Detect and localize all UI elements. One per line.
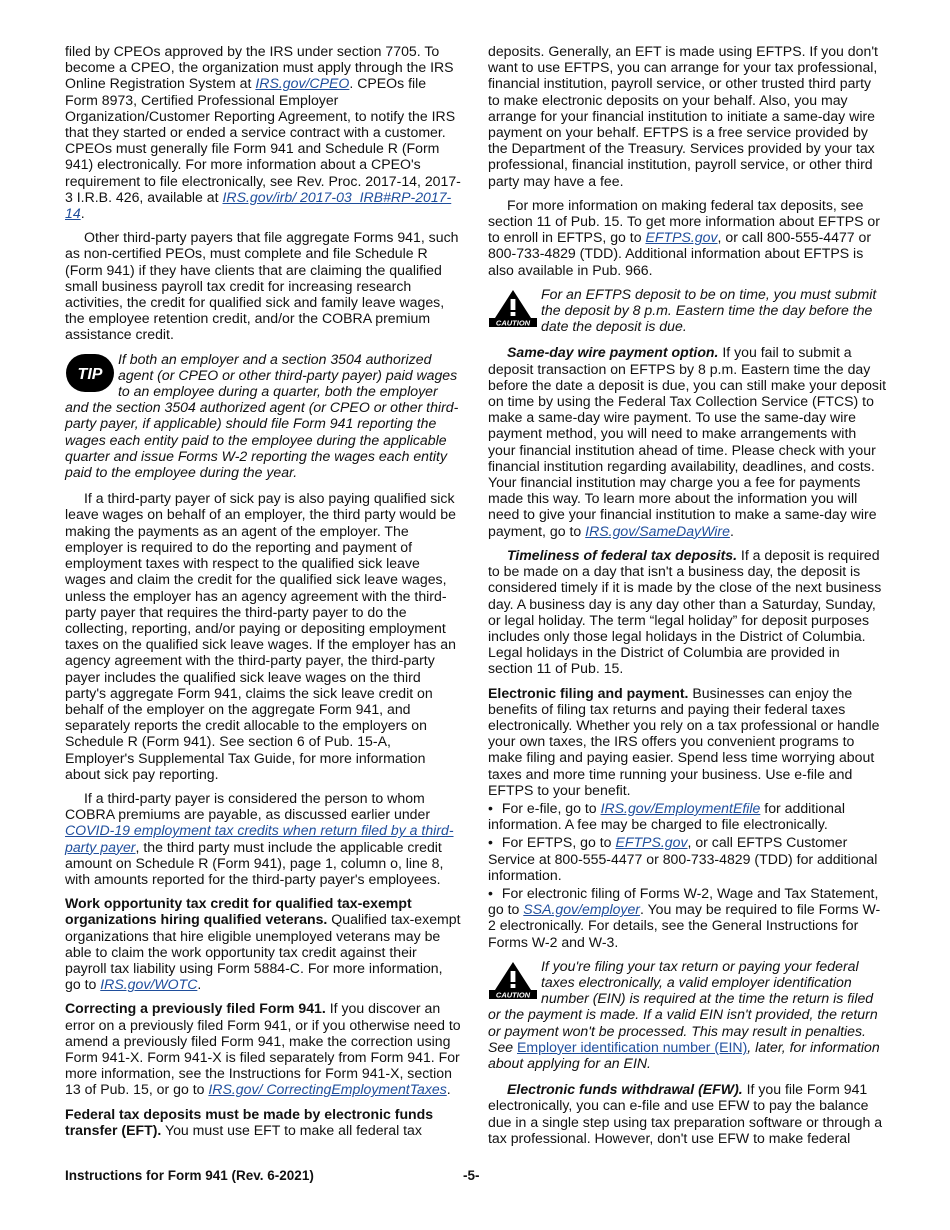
right-column (488, 43, 886, 1154)
caution-badge-label: CAUTION (495, 990, 531, 1000)
paragraph-electronic-filing: Electronic filing and payment. Businesses can enjoy the benefits of filing tax returns and paying their federal taxes electronically. Whether you rely on a tax professional or handle your own taxes, the IRS offers you convenient programs to make filing and paying easier. Spend less time worrying about taxes and more time running your business. Use e-file and EFTPS to your benefit. (488, 684, 880, 798)
bullet-w2: • For electronic filing of Forms W-2, Wage and Tax Statement, go to SSA.gov/employer. You may be required to file Forms W-2 electronically. For details, see the General Instructions for Forms W-2 and W-3. (488, 885, 886, 950)
link-same-day-wire[interactable]: IRS.gov/SameDayWire (585, 522, 730, 539)
footer-title: Instructions for Form 941 (Rev. 6-2021) (65, 1168, 314, 1183)
paragraph-cobra: If a third-party payer is considered the person to whom COBRA premiums are payable, as discussed earlier under COVID-19 employment tax credits when return filed by a third-party payer, the third party must include the applicable credit amount on Schedule R (Form 941), page 1, column o, line 8, with amounts reported for the third-party payer's employees. (65, 789, 454, 887)
left-column (65, 43, 461, 1146)
link-irs-cpeo[interactable]: IRS.gov/CPEO (255, 75, 350, 92)
paragraph-efw: Electronic funds withdrawal (EFW). If you file Form 941 electronically, you can e-file and use EFW to pay the balance due in a single step using tax preparation software or through a tax professional. However, don't use EFW to make federal (488, 1081, 883, 1146)
paragraph-wotc: Work opportunity tax credit for qualified tax-exempt organizations hiring qualified veterans. Qualified tax-exempt organizations that hire eligible unemployed veterans may be able to claim the work opportunity tax credit against their payroll tax liability using Form 5884-C. For more information, go to IRS.gov/WOTC. (65, 895, 461, 993)
heading-timeliness: Timeliness of federal tax deposits. (507, 546, 738, 563)
paragraph-timeliness: Timeliness of federal tax deposits. If a deposit is required to be made on a day that isn't a business day, the deposit is considered timely if it is made by the close of the next business day. A business day is any day other than a Saturday, Sunday, or legal holiday. The term “legal holiday” for deposit purposes includes only those legal holidays in the District of Columbia. Legal holidays in the District of Columbia are provided in section 11 of Pub. 15. (488, 546, 882, 677)
heading-electronic-filing: Electronic filing and payment. (488, 684, 689, 701)
link-ein[interactable]: Employer identification number (EIN) (517, 1038, 748, 1055)
link-covid-credits[interactable]: COVID-19 employment tax credits when return filed by a third-party payer (65, 822, 454, 855)
caution-icon (488, 960, 538, 1000)
caution-note-eftps (488, 286, 886, 335)
paragraph-cpeo: filed by CPEOs approved by the IRS under section 7705. To become a CPEO, the organization must apply through the IRS Online Registration System at IRS.gov/CPEO. CPEOs file Form 8973, Certified Professional Employer Organization/Customer Reporting Agreement, to notify the IRS that they started or ended a service contract with a customer. CPEOs must generally file Form 941 and Schedule R (Form 941) electronically. For more information about a CPEO's requirement to file electronically, see Rev. Proc. 2017-14, 2017-3 I.R.B. 426, available at IRS.gov/irb/ 2017-03_IRB#RP-2017-14. (65, 43, 461, 222)
link-irs-wotc[interactable]: IRS.gov/WOTC (100, 976, 198, 993)
caution-note-ein: CAUTION If you're filing your tax return or paying your federal taxes electronically, a valid employer identification number (EIN) is required at the time the return is filed or the payment is made. If a valid EIN isn't provided, the return or payment won't be processed. This may result in penalties. See Employer identification number (EIN), later, for information about applying for an EIN. (488, 957, 880, 1071)
caution-icon (488, 288, 538, 328)
bullet-eftps: • For EFTPS, go to EFTPS.gov, or call EFTPS Customer Service at 800-555-4477 or 800-733-4829 (TDD) for additional information. (488, 834, 886, 883)
paragraph-same-day-wire: Same-day wire payment option. If you fail to submit a deposit transaction on EFTPS by 8 p.m. Eastern time the day before the date a deposit is due, you can still make your deposit on time by using the Federal Tax Collection Service (FTCS) to make a same-day wire payment. To use the same-day wire payment method, you will need to make arrangements with your financial institution ahead of time. Please check with your financial institution regarding availability, deadlines, and costs. Your financial institution may charge you a fee for payments made this way. To learn more about the information you will need to give your financial institution to make a same-day wire payment, go to IRS.gov/SameDayWire. (488, 344, 886, 539)
heading-eft: Federal tax deposits must be made by electronic funds transfer (EFT). (65, 1105, 434, 1138)
tip-text: If both an employer and a section 3504 authorized agent (or CPEO or other third-party payer) paid wages to an employee during a quarter, both the employer and the section 3504 authorized agent (or CPEO or other third-party payer, if applicable) should file Form 941 reporting the wages each entity paid to the employee during the applicable quarter and issue Forms W-2 reporting the wages each entity paid to the employee during the year. (65, 350, 459, 481)
link-eftps[interactable]: EFTPS.gov (645, 229, 718, 246)
tip-icon (65, 353, 115, 393)
bullet-efile: • For e-file, go to IRS.gov/EmploymentEfile for additional information. A fee may be charged to file electronically. (488, 800, 886, 832)
heading-efw: Electronic funds withdrawal (EFW). (507, 1081, 743, 1098)
heading-wotc: Work opportunity tax credit for qualified tax-exempt organizations hiring qualified veterans. (65, 895, 412, 928)
heading-correcting: Correcting a previously filed Form 941. (65, 1000, 326, 1017)
paragraph-eft: Federal tax deposits must be made by electronic funds transfer (EFT). You must use EFT to make all federal tax (65, 1105, 434, 1138)
caution-badge-label: CAUTION (495, 318, 531, 328)
link-irs-irb[interactable]: IRS.gov/irb/ 2017-03_IRB#RP-2017-14 (65, 188, 452, 222)
paragraph-eftps-deposits: deposits. Generally, an EFT is made using EFTPS. If you don't want to use EFTPS, you can arrange for your tax professional, financial institution, payroll service, or other trusted third party to make electronic deposits on your behalf. Also, you may arrange for your financial institution to initiate a same-day wire payment on your behalf. EFTPS is a free service provided by the Department of the Treasury. Services provided by your tax professional, financial institution, payroll service, or other third party may have a fee. (488, 43, 878, 189)
caution-text-eftps: For an EFTPS deposit to be on time, you must submit the deposit by 8 p.m. Eastern time the day before the date the deposit is due. (541, 285, 877, 335)
paragraph-sick-pay: If a third-party payer of sick pay is also paying qualified sick leave wages on behalf of an employer, the third party would be making the payments as an agent of the employer. The employer is required to do the reporting and payment of employment taxes with respect to the qualified sick leave wages and claim the credit for the qualified sick leave wages, unless the employer has an agency agreement with the third-party payer that requires the third-party payer to do the collecting, reporting, and/or paying or depositing employment taxes on the qualified sick leave wages. If the employer has an agency agreement with the third-party payer, the third-party payer includes the qualified sick leave wages on the third party's aggregate Form 941, claims the sick leave credit on behalf of the employer on the aggregate Form 941, and separately reports the credit allocable to the employers on Schedule R (Form 941). See section 6 of Pub. 15-A, Employer's Supplemental Tax Guide, for more information about sick pay reporting. (65, 490, 456, 782)
link-eftps-2[interactable]: EFTPS.gov (615, 834, 688, 851)
paragraph-other-third-party: Other third-party payers that file aggregate Forms 941, such as non-certified PEOs, must complete and file Schedule R (Form 941) if they have clients that are claiming the qualified small business payroll tax credit for increasing research activities, the credit for qualified sick and family leave wages, the employee retention credit, and/or the COBRA premium assistance credit. (65, 229, 459, 343)
link-correcting-employment-taxes[interactable]: IRS.gov/ CorrectingEmploymentTaxes (208, 1081, 447, 1098)
page-footer (65, 1168, 886, 1188)
tip-note (65, 351, 461, 481)
page-number: -5- (463, 1168, 480, 1183)
paragraph-correcting: Correcting a previously filed Form 941. If you discover an error on a previously filed Form 941, or if you otherwise need to amend a previously filed Form 941, make the correction using Form 941-X. Form 941-X is filed separately from Form 941. For more information, see the Instructions for Form 941-X, section 13 of Pub. 15, or go to IRS.gov/ CorrectingEmploymentTaxes. (65, 1000, 461, 1098)
link-ssa-employer[interactable]: SSA.gov/employer (523, 901, 640, 918)
heading-same-day-wire: Same-day wire payment option. (507, 344, 719, 361)
link-employment-efile[interactable]: IRS.gov/EmploymentEfile (600, 799, 761, 816)
tip-badge-label: TIP (77, 365, 103, 383)
paragraph-eftps-info: For more information on making federal tax deposits, see section 11 of Pub. 15. To get more information about EFTPS or to enroll in EFTPS, go to EFTPS.gov, or call 800-555-4477 or 800-733-4829 (TDD). Additional information about EFTPS is also available in Pub. 966. (488, 196, 880, 278)
